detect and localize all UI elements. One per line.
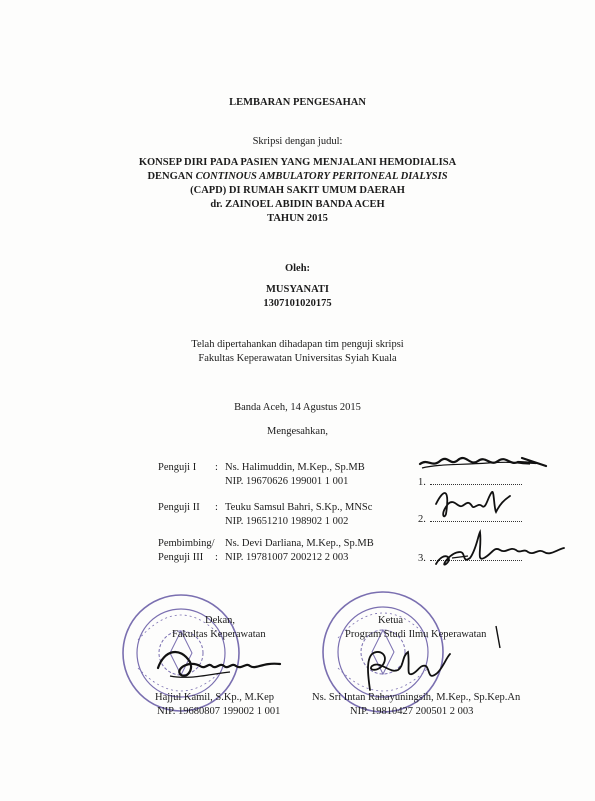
program-head-mark xyxy=(492,624,506,652)
program-head-signature xyxy=(350,646,460,694)
author-name: MUSYANATI xyxy=(265,284,329,295)
signature-2 xyxy=(430,484,520,524)
examiner-nip: NIP. 19781007 200212 2 003 xyxy=(225,552,349,563)
program-head-nip: NIP. 19810427 200501 2 003 xyxy=(350,706,474,717)
examiner-role: Pembimbing/ xyxy=(158,538,215,549)
dean-signature xyxy=(150,640,290,686)
examiner-separator: : xyxy=(215,462,218,473)
examiner-role: Penguji I xyxy=(158,462,197,473)
thesis-title-line4: dr. ZAINOEL ABIDIN BANDA ACEH xyxy=(210,199,385,210)
signature-number: 2. xyxy=(418,514,426,525)
examiner-role-2: Penguji III xyxy=(158,552,204,563)
page-title: LEMBARAN PENGESAHAN xyxy=(229,97,366,108)
thesis-title-line1: KONSEP DIRI PADA PASIEN YANG MENJALANI HEMODIALISA xyxy=(138,157,457,168)
thesis-title-line2-prefix: DENGAN xyxy=(147,171,196,182)
dean-name: Hajjul Kamil, S.Kp., M.Kep xyxy=(155,692,274,703)
examiner-role: Penguji II xyxy=(158,502,200,513)
examiner-nip: NIP. 19651210 198902 1 002 xyxy=(225,516,349,527)
dean-title: Dekan, xyxy=(205,615,236,626)
program-head-unit: Program Studi Ilmu Keperawatan xyxy=(345,629,487,640)
examiner-name: Ns. Halimuddin, M.Kep., Sp.MB xyxy=(225,462,365,473)
approval-label: Mengesahkan, xyxy=(267,426,328,437)
signature-number: 1. xyxy=(418,477,426,488)
signature-3 xyxy=(432,528,572,572)
author-nim: 1307101020175 xyxy=(263,298,332,309)
dean-unit: Fakultas Keperawatan xyxy=(172,629,266,640)
examiner-separator: : xyxy=(215,552,218,563)
program-head-title: Ketua xyxy=(378,615,404,626)
examiner-name: Ns. Devi Darliana, M.Kep., Sp.MB xyxy=(225,538,374,549)
place-date: Banda Aceh, 14 Agustus 2015 xyxy=(234,402,361,413)
program-head-name: Ns. Sri Intan Rahayuningsih, M.Kep., Sp.Kep.An xyxy=(312,692,521,703)
signature-number: 3. xyxy=(418,553,426,564)
thesis-title-line2 xyxy=(0,171,595,182)
defense-line2: Fakultas Keperawatan Universitas Syiah Kuala xyxy=(198,353,397,364)
by-label: Oleh: xyxy=(284,263,311,274)
examiner-name: Teuku Samsul Bahri, S.Kp., MNSc xyxy=(225,502,373,513)
defense-line1: Telah dipertahankan dihadapan tim penguji skripsi xyxy=(191,339,404,350)
thesis-title-line3: (CAPD) DI RUMAH SAKIT UMUM DAERAH xyxy=(190,185,405,196)
examiner-nip: NIP. 19670626 199001 1 001 xyxy=(225,476,349,487)
thesis-title-line5: TAHUN 2015 xyxy=(267,213,328,224)
examiner-separator: : xyxy=(215,502,218,513)
thesis-title-line2-italic: CONTINOUS AMBULATORY PERITONEAL DIALYSIS xyxy=(195,171,448,182)
signature-1 xyxy=(418,452,548,474)
dean-nip: NIP. 19680807 199002 1 001 xyxy=(157,706,281,717)
subtitle: Skripsi dengan judul: xyxy=(252,136,343,147)
